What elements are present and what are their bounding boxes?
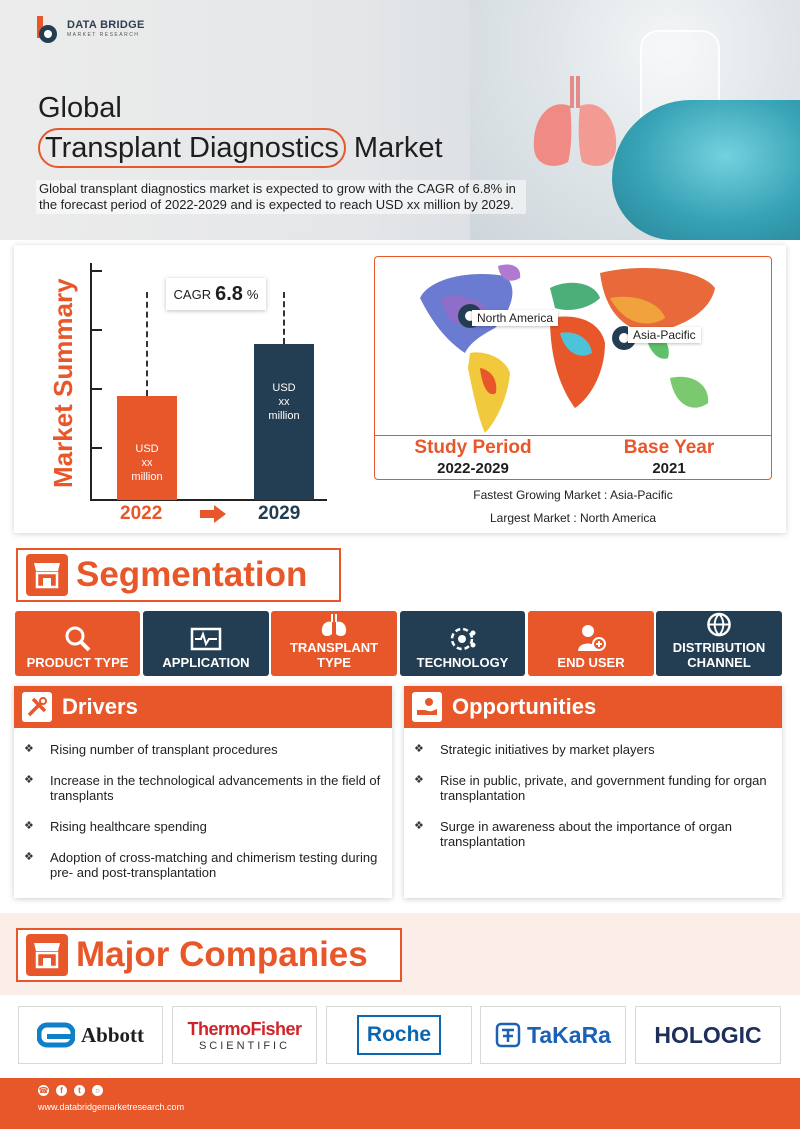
segment-label: PRODUCT TYPE (26, 655, 129, 670)
brand-name: DATA BRIDGE (67, 19, 145, 31)
pin-label-asia-pacific: Asia-Pacific (628, 327, 701, 343)
twitter-icon[interactable]: t (74, 1085, 85, 1096)
list-item: ❖ Strategic initiatives by market players (414, 742, 774, 757)
segment-label: END USER (557, 655, 625, 670)
list-item: ❖ Adoption of cross-matching and chimerism testing during pre- and post-transplantation (24, 850, 384, 880)
hand-coin-icon (412, 692, 442, 722)
hologic-name: HOLOGIC (654, 1021, 762, 1048)
abbott-logo-icon (37, 1022, 75, 1048)
segment-label: TRANSPLANT TYPE (289, 640, 379, 670)
facebook-icon[interactable]: f (56, 1085, 67, 1096)
base-year-title: Base Year (623, 437, 715, 458)
dashed-leader-2029 (283, 292, 285, 344)
network-icon (704, 611, 734, 638)
drivers-header (14, 686, 392, 728)
segment-technology[interactable] (400, 611, 525, 676)
abbott-name: Abbott (80, 1022, 144, 1047)
list-item: ❖ Rising number of transplant procedures (24, 742, 384, 757)
page-title-line1: Global (38, 92, 122, 124)
list-item: ❖ Increase in the technological advancements in the field of transplants (24, 773, 384, 803)
company-logo-thermofisher[interactable] (172, 1006, 317, 1064)
segment-product-type[interactable] (15, 611, 140, 676)
y-tick (90, 329, 102, 331)
opportunities-title: Opportunities (452, 694, 597, 719)
takara-logo-icon (495, 1022, 521, 1048)
thermofisher-name: ThermoFisher (187, 1018, 302, 1039)
pin-label-north-america: North America (472, 310, 558, 326)
segment-label: DISTRIBUTION CHANNEL (672, 640, 766, 670)
store-icon (26, 554, 68, 596)
website-link[interactable]: www.databridgemarketresearch.com (38, 1102, 185, 1112)
segmentation-title: Segmentation (76, 555, 308, 594)
map-divider (374, 435, 772, 436)
list-item: ❖ Rising healthcare spending (24, 819, 384, 834)
fastest-growing-market: Fastest Growing Market : Asia-Pacific (473, 488, 673, 502)
largest-market: Largest Market : North America (489, 511, 657, 525)
arrow-right-icon (200, 505, 226, 523)
list-item: ❖ Surge in awareness about the importance of organ transplantation (414, 819, 774, 849)
year-label-2022: 2022 (120, 503, 163, 524)
companies-title: Major Companies (76, 935, 368, 974)
tools-icon (22, 692, 52, 722)
intro-paragraph: Global transplant diagnostics market is expected to grow with the CAGR of 6.8% in the forecast period of 2022-2029 and is expected to reach USD xx million by 2029. (36, 180, 526, 214)
y-tick (90, 270, 102, 272)
title-highlight: Transplant Diagnostics (38, 128, 346, 168)
study-period-value: 2022-2029 (437, 460, 509, 477)
lungs-icon (520, 68, 630, 178)
list-item: ❖ Rise in public, private, and government funding for organ transplantation (414, 773, 774, 803)
cagr-label: CAGR (173, 286, 212, 302)
opportunities-header (404, 686, 782, 728)
store-icon (26, 934, 68, 976)
drivers-title: Drivers (62, 694, 138, 719)
base-year-value: 2021 (652, 460, 686, 477)
opportunities-card (404, 686, 782, 898)
opportunities-list (414, 742, 774, 865)
dashed-leader-2022 (146, 292, 148, 396)
y-tick (90, 447, 102, 449)
monitor-icon (190, 627, 222, 653)
cagr-value: 6.8 (215, 282, 243, 305)
magnifier-icon (64, 625, 92, 653)
cagr-unit: % (246, 286, 259, 302)
brand-subtitle: MARKET RESEARCH (67, 32, 140, 38)
segment-label: APPLICATION (162, 655, 250, 670)
takara-name: TaKaRa (527, 1021, 611, 1048)
world-map (410, 258, 730, 436)
drivers-card (14, 686, 392, 898)
title-suffix: Market (353, 131, 443, 164)
roche-name: Roche (357, 1015, 441, 1055)
gloved-hand-graphic (612, 100, 800, 240)
segment-transplant-type[interactable] (271, 611, 397, 676)
tech-icon (448, 625, 478, 653)
segment-distribution-channel[interactable] (656, 611, 782, 676)
company-logo-hologic[interactable] (635, 1006, 781, 1064)
companies-heading (16, 928, 402, 982)
company-logo-abbott[interactable] (18, 1006, 163, 1064)
page-title-line2 (38, 128, 443, 168)
drivers-list (24, 742, 384, 896)
lungs-icon (319, 612, 349, 638)
y-tick (90, 388, 102, 390)
instagram-icon[interactable]: ○ (92, 1085, 103, 1096)
year-label-2029: 2029 (258, 503, 301, 524)
brand-logo-mark-icon (33, 14, 61, 44)
whatsapp-icon[interactable]: ☎ (38, 1086, 49, 1095)
cagr-callout (166, 278, 266, 310)
study-period-title: Study Period (414, 437, 532, 458)
segment-label: TECHNOLOGY (416, 655, 509, 670)
bar-2029: USD xx million (254, 344, 314, 500)
company-logo-takara[interactable] (480, 1006, 626, 1064)
user-plus-icon (576, 623, 606, 653)
bar-2022: USD xx million (117, 396, 177, 500)
segment-application[interactable] (143, 611, 269, 676)
segment-end-user[interactable] (528, 611, 654, 676)
segmentation-heading (16, 548, 341, 602)
market-summary-label: Market Summary (48, 278, 78, 488)
thermofisher-sub: SCIENTIFIC (198, 1039, 291, 1052)
chart-y-axis (90, 263, 92, 500)
company-logo-roche[interactable] (326, 1006, 472, 1064)
social-links (38, 1085, 103, 1096)
brand-logo[interactable] (33, 14, 145, 44)
